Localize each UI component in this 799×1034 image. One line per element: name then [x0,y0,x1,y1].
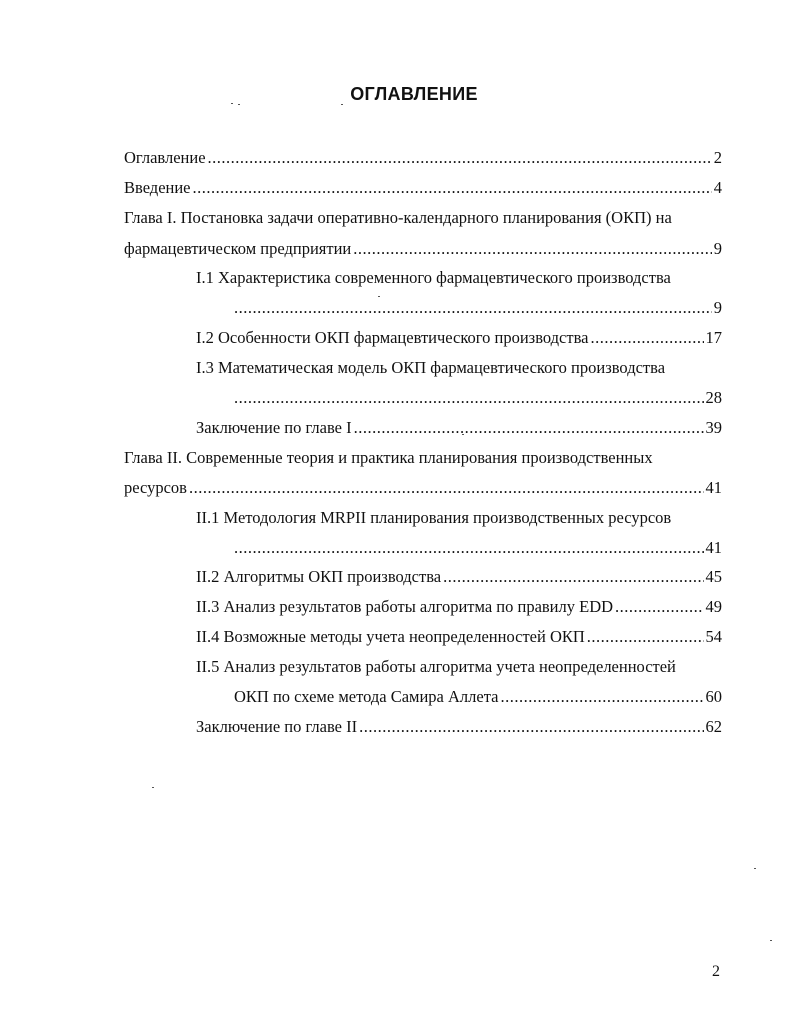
leader-dots [590,328,703,348]
toc-entry-oglavlenie[interactable] [124,148,722,168]
toc-entry-page: 41 [705,478,722,497]
toc-entry-page: 28 [705,388,722,407]
toc-chapter1-line1[interactable]: Глава I. Постановка задачи оперативно-календарного планирования (ОКП) на [124,208,672,227]
scan-speck [231,103,233,104]
toc-entry-section-2-1[interactable] [234,538,722,558]
toc-entry-section-1-1[interactable] [234,298,722,318]
toc-entry-page: 9 [713,298,722,317]
toc-entry-text: Заключение по главе II [196,717,358,736]
toc-entry-section-2-4[interactable] [196,627,722,647]
scan-speck [770,940,772,941]
toc-entry-section-2-5[interactable] [234,687,722,707]
toc-section-2-1-title[interactable]: II.1 Методология MRPII планирования производственных ресурсов [196,508,672,527]
toc-section-2-5-title[interactable]: II.5 Анализ результатов работы алгоритма учета неопределенностей [196,657,676,676]
toc-entry-text: ресурсов [124,478,187,497]
scan-speck [152,787,154,788]
toc-entry-page: 41 [705,538,722,557]
leader-dots [234,538,704,558]
toc-entry-page: 9 [713,239,722,258]
scan-speck [754,868,756,869]
toc-entry-page: 54 [705,627,722,646]
toc-entry-page: 17 [705,328,722,347]
toc-entry-text: II.2 Алгоритмы ОКП производства [196,567,442,586]
toc-entry-page: 45 [705,567,722,586]
scan-speck [341,104,343,105]
toc-chapter2-line1[interactable]: Глава II. Современные теория и практика планирования производственных [124,448,653,467]
toc-entry-text: Введение [124,178,191,197]
page-number: 2 [712,963,720,980]
leader-dots [443,567,703,587]
toc-entry-section-2-2[interactable] [196,567,722,587]
scan-speck [378,296,380,297]
toc-entry-chapter2[interactable] [124,478,722,498]
toc-entry-page: 60 [705,687,722,706]
toc-entry-text: I.2 Особенности ОКП фармацевтического производства [196,328,589,347]
leader-dots [615,597,703,617]
toc-entry-section-1-3[interactable] [234,388,722,408]
toc-entry-page: 4 [713,178,722,197]
scan-speck [238,104,240,105]
leader-dots [189,478,704,498]
leader-dots [193,178,712,198]
leader-dots [234,388,704,408]
toc-entry-chapter1[interactable] [124,239,722,259]
toc-entry-text: Заключение по главе I [196,418,352,437]
leader-dots [500,687,703,707]
leader-dots [359,717,703,737]
toc-section-1-1-title[interactable]: I.1 Характеристика современного фармацевтического производства [196,268,671,287]
toc-entry-page: 39 [705,418,722,437]
scan-speck [462,434,464,435]
toc-entry-text: II.3 Анализ результатов работы алгоритма по правилу EDD [196,597,614,616]
leader-dots [208,148,712,168]
toc-entry-section-1-2[interactable] [196,328,722,348]
toc-entry-page: 2 [713,148,722,167]
toc-entry-conclusion-1[interactable] [196,418,722,438]
toc-section-1-3-title[interactable]: I.3 Математическая модель ОКП фармацевтического производства [196,358,666,377]
leader-dots [353,239,712,259]
leader-dots [234,298,712,318]
toc-entry-text: фармацевтическом предприятии [124,239,352,258]
toc-entry-page: 49 [705,597,722,616]
leader-dots [587,627,704,647]
toc-entry-text: II.4 Возможные методы учета неопределенностей ОКП [196,627,585,646]
toc-entry-conclusion-2[interactable] [196,717,722,737]
leader-dots [354,418,704,438]
toc-entry-text: Оглавление [124,148,206,167]
toc-entry-text: ОКП по схеме метода Самира Аллета [234,687,499,706]
toc-entry-section-2-3[interactable] [196,597,722,617]
toc-entry-vvedenie[interactable] [124,178,722,198]
page-title: ОГЛАВЛЕНИЕ [350,84,478,104]
toc-entry-page: 62 [705,717,722,736]
